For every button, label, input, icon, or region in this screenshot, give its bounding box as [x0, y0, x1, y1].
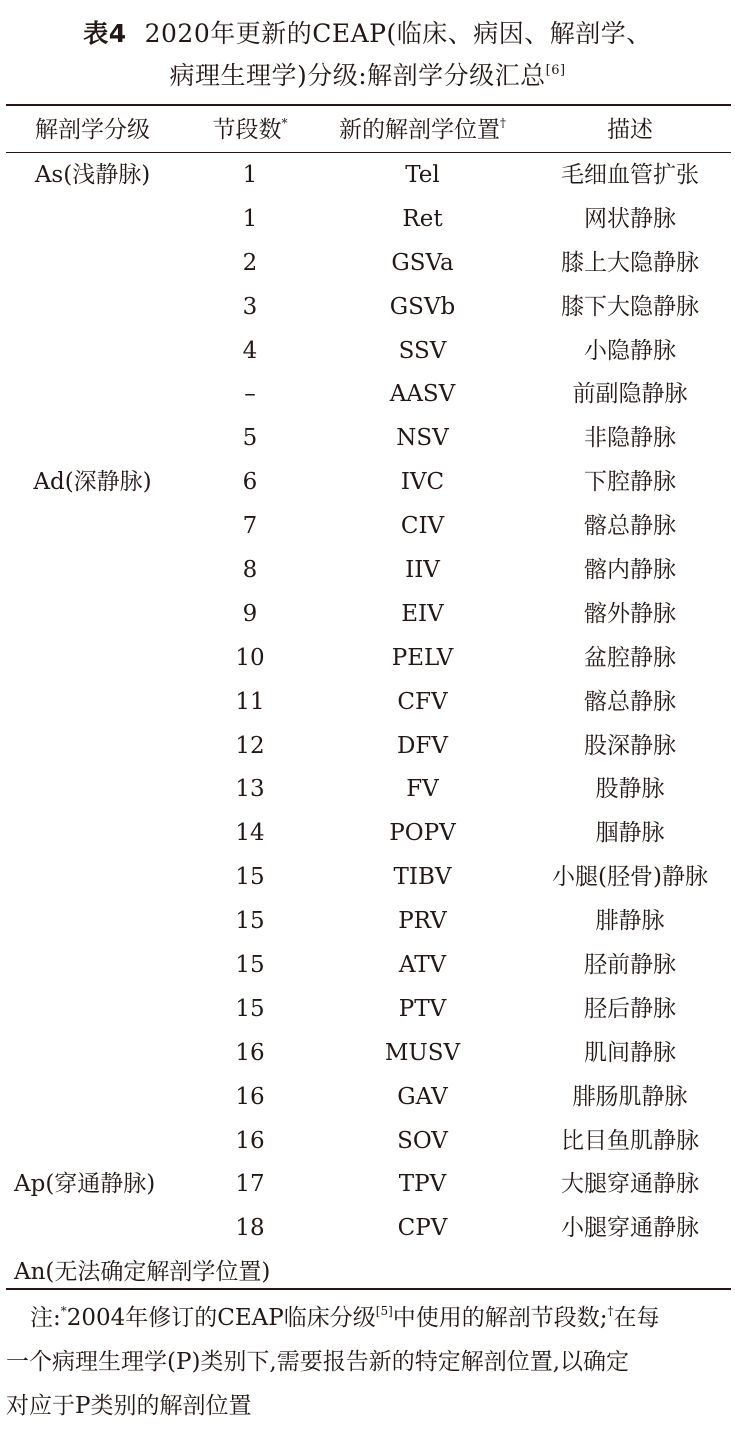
row-location-code: TIBV [393, 864, 452, 891]
row-description: 小腿(胫骨)静脉 [552, 864, 708, 891]
row-location-code: PTV [398, 995, 447, 1022]
row-location-code: SSV [398, 337, 447, 364]
table-title-line1 [0, 14, 735, 50]
row-segment-number: 3 [242, 293, 258, 320]
row-anatomy-class [0, 505, 185, 549]
table-row [0, 242, 735, 286]
row-location-code: PELV [391, 644, 454, 671]
row-segment-number: 9 [242, 600, 258, 627]
row-segment-number: – [244, 381, 256, 408]
row-location-code: GSVa [391, 249, 454, 276]
row-location-code: ATV [398, 952, 447, 979]
row-segment-number: 18 [235, 1215, 265, 1242]
row-anatomy-class [0, 417, 185, 461]
row-anatomy-class [0, 681, 185, 725]
row-location-code: TPV [398, 1171, 447, 1198]
table-row [0, 461, 735, 505]
header-new-location: 新的解剖学位置† [339, 116, 506, 143]
table-row [0, 812, 735, 856]
row-anatomy-class: Ap(穿通静脉) [14, 1171, 156, 1198]
table-body [0, 154, 735, 1251]
table-row [0, 417, 735, 461]
row-description: 小隐静脉 [584, 337, 676, 364]
row-location-code: DFV [396, 732, 448, 759]
row-anatomy-class [0, 1207, 185, 1251]
row-segment-number: 15 [235, 995, 265, 1022]
table-row [0, 549, 735, 593]
table-row [0, 637, 735, 681]
row-location-code: FV [406, 776, 439, 803]
header-asterisk-mark: * [281, 116, 288, 130]
row-location-code: IVC [400, 469, 445, 496]
row-description: 髂外静脉 [584, 600, 676, 627]
table-note-line2: 一个病理生理学(P)类别下,需要报告新的特定解剖位置,以确定 [6, 1349, 630, 1375]
table-top-rule [6, 104, 731, 106]
row-description: 毛细血管扩张 [561, 162, 699, 188]
table-row [0, 725, 735, 769]
row-description: 膝下大隐静脉 [561, 293, 699, 320]
row-location-code: Tel [405, 162, 440, 188]
row-location-code: AASV [389, 381, 456, 408]
row-location-code: CFV [397, 688, 448, 715]
table-row [0, 1076, 735, 1120]
row-segment-number: 2 [242, 249, 258, 276]
row-location-code: GAV [397, 1083, 448, 1110]
row-description: 胫前静脉 [584, 952, 676, 979]
note-dagger-mark: † [607, 1304, 614, 1318]
row-anatomy-class [0, 242, 185, 286]
row-anatomy-class [0, 593, 185, 637]
row-segment-number: 8 [242, 557, 258, 584]
row-segment-number: 14 [235, 820, 265, 847]
row-segment-number: 4 [242, 337, 258, 364]
table-row [0, 154, 735, 198]
table-note-line1: 注:*2004年修订的CEAP临床分级[5]中使用的解剖节段数;†在每 [30, 1304, 660, 1331]
row-segment-number: 1 [242, 162, 258, 188]
table-bottom-rule [6, 1288, 731, 1290]
row-segment-number: 11 [235, 688, 265, 715]
row-description: 盆腔静脉 [584, 644, 676, 671]
row-description: 股深静脉 [584, 732, 676, 759]
row-description: 腓静脉 [595, 908, 665, 935]
row-location-code: CIV [400, 513, 445, 540]
row-description: 比目鱼肌静脉 [561, 1127, 699, 1154]
row-segment-number: 16 [235, 1127, 265, 1154]
row-description: 髂总静脉 [584, 688, 676, 715]
row-segment-number: 15 [235, 952, 265, 979]
row-segment-number: 15 [235, 908, 265, 935]
row-anatomy-class [0, 812, 185, 856]
row-description: 前副隐静脉 [572, 381, 688, 408]
table-row [0, 198, 735, 242]
row-location-code: CPV [397, 1215, 448, 1242]
row-anatomy-class [0, 1032, 185, 1076]
row-segment-number: 17 [235, 1171, 265, 1198]
row-segment-number: 5 [242, 425, 258, 452]
table-row [0, 286, 735, 330]
table-row [0, 505, 735, 549]
row-segment-number: 12 [235, 732, 265, 759]
table-note-line3: 对应于P类别的解剖位置 [6, 1393, 252, 1419]
row-anatomy-class [0, 725, 185, 769]
row-location-code: Ret [402, 205, 443, 232]
row-anatomy-class [0, 988, 185, 1032]
an-class-row: An(无法确定解剖学位置) [14, 1259, 271, 1285]
row-segment-number: 1 [242, 205, 258, 232]
row-anatomy-class [0, 944, 185, 988]
row-location-code: NSV [396, 425, 449, 452]
row-description: 腓肠肌静脉 [572, 1083, 688, 1110]
note-reference: [5] [375, 1304, 393, 1318]
row-description: 胫后静脉 [584, 995, 676, 1022]
table-header-rule [6, 152, 731, 153]
row-segment-number: 10 [235, 644, 265, 671]
row-description: 髂内静脉 [584, 557, 676, 584]
table-row [0, 330, 735, 374]
row-description: 网状静脉 [584, 205, 676, 232]
header-segment-count: 节段数* [212, 116, 288, 143]
table-row [0, 1163, 735, 1207]
table-number: 表4 [83, 19, 127, 48]
row-segment-number: 16 [235, 1083, 265, 1110]
row-description: 髂总静脉 [584, 513, 676, 540]
row-location-code: POPV [389, 820, 456, 847]
row-location-code: IIV [405, 557, 440, 584]
row-description: 小腿穿通静脉 [561, 1215, 699, 1242]
row-description: 下腔静脉 [584, 469, 676, 496]
row-description: 膝上大隐静脉 [561, 249, 699, 276]
table-row [0, 900, 735, 944]
table-row [0, 768, 735, 812]
table-row [0, 1207, 735, 1251]
row-anatomy-class [0, 286, 185, 330]
table-title-text2: 病理生理学)分级:解剖学分级汇总 [169, 61, 546, 90]
row-location-code: MUSV [384, 1039, 461, 1066]
row-segment-number: 15 [235, 864, 265, 891]
table-row [0, 1032, 735, 1076]
table-title-line2 [0, 56, 735, 92]
row-description: 大腿穿通静脉 [561, 1171, 699, 1198]
table-row [0, 856, 735, 900]
row-anatomy-class [0, 198, 185, 242]
row-anatomy-class [0, 330, 185, 374]
row-anatomy-class [0, 900, 185, 944]
row-anatomy-class [0, 637, 185, 681]
table-row [0, 593, 735, 637]
header-dagger-mark: † [500, 116, 506, 130]
row-anatomy-class [0, 768, 185, 812]
table-row [0, 944, 735, 988]
table-row [0, 681, 735, 725]
row-description: 腘静脉 [595, 820, 665, 847]
title-reference: [6] [545, 63, 566, 78]
row-description: 非隐静脉 [584, 425, 676, 452]
row-anatomy-class: As(浅静脉) [34, 162, 151, 188]
header-description: 描述 [607, 117, 653, 143]
row-segment-number: 16 [235, 1039, 265, 1066]
row-location-code: EIV [401, 600, 444, 627]
row-description: 股静脉 [595, 776, 665, 803]
row-description: 肌间静脉 [584, 1039, 676, 1066]
table-row [0, 1120, 735, 1164]
row-segment-number: 7 [242, 513, 258, 540]
row-location-code: SOV [397, 1127, 448, 1154]
row-anatomy-class [0, 1076, 185, 1120]
note-asterisk-mark: * [60, 1304, 67, 1318]
row-anatomy-class [0, 549, 185, 593]
table-title-text1: 2020年更新的CEAP(临床、病因、解剖学、 [144, 19, 652, 48]
header-anatomy-class: 解剖学分级 [35, 117, 150, 143]
row-segment-number: 13 [235, 776, 265, 803]
row-segment-number: 6 [242, 469, 258, 496]
row-anatomy-class [0, 856, 185, 900]
row-anatomy-class [0, 1120, 185, 1164]
row-anatomy-class [0, 373, 185, 417]
table-row [0, 373, 735, 417]
table-row [0, 988, 735, 1032]
row-anatomy-class: Ad(深静脉) [33, 469, 152, 496]
row-location-code: PRV [398, 908, 447, 935]
row-location-code: GSVb [389, 293, 456, 320]
